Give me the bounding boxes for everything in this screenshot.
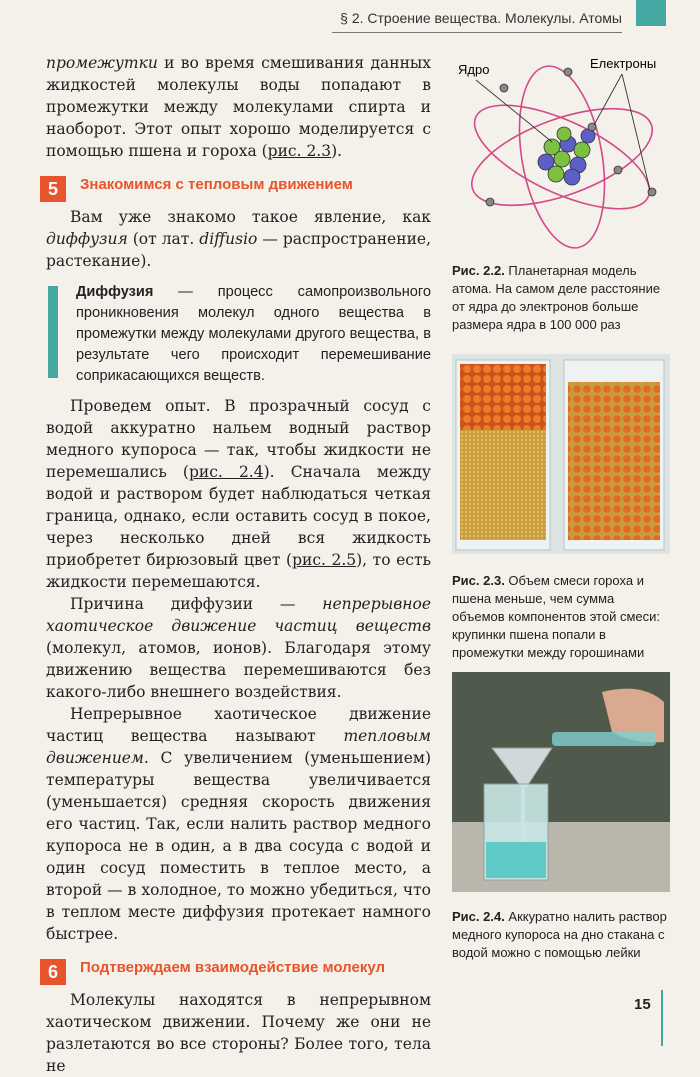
sec5-p4-text: Непрерывное хаотическое движение частиц вещества называют [46, 705, 431, 745]
ref-fig-2-5[interactable]: рис. 2.5 [292, 551, 357, 569]
caption-fig-2-2-num: Рис. 2.2. [452, 263, 505, 278]
sec6-paragraph-1: Молекулы находятся в непрерывном хаотическом движении. Почему же они не разлетаются во все стороны? Более того, тела не [46, 991, 431, 1075]
header-rule [332, 32, 622, 33]
sec5-p1-term: диффузия [46, 230, 128, 248]
sec5-p4-italic: тепловым движением [46, 727, 431, 767]
ref-fig-2-4[interactable]: рис. 2.4 [188, 463, 264, 481]
sec5-p4-text-2: . С увеличением (уменьшением) температуры вещества увеличивается (уменьшается) средняя скорость движения его частиц. Так, если налить раствор медного купороса не в один, а в два сосуда с водой и один сосуд поместить в теплое место, а второй — в холодное, то можно убедиться, что в теплом месте диффузия протекает намного быстрее. [46, 749, 431, 943]
sec5-paragraph-1 [46, 206, 431, 272]
label-electrons: Електроны [590, 56, 657, 71]
sec5-paragraph-3 [46, 593, 431, 703]
intro-paragraph [46, 52, 431, 162]
section-5-heading [40, 176, 431, 202]
sec5-p2-text-2: ). Сначала между водой и раствором будет наблюдаться четкая граница, однако, если оставить сосуд в покое, через несколько дней вся жидкость приобретет бирюзовый цвет ( [46, 463, 431, 569]
caption-fig-2-4-text: Аккуратно налить раствор медного купороса на дно стакана с водой можно с помощью лейки [452, 909, 667, 960]
figure-2-2 [452, 52, 670, 252]
sec5-p3-text-2: (молекул, атомов, ионов). Благодаря этому движению вещества перемешиваются без какого-либо внешнего воздействия. [46, 639, 431, 701]
figure-2-4 [452, 672, 670, 892]
sec5-p2-text-3: ), то есть жидкости перемешаются. [46, 551, 431, 591]
sec5-p1-text-3: — распространение, растекание). [46, 230, 431, 270]
section-6-heading [40, 959, 431, 985]
header-tab [636, 0, 666, 26]
section-6-title: Подтверждаем взаимодействие молекул [80, 959, 386, 976]
caption-fig-2-3 [452, 572, 670, 662]
caption-fig-2-2 [452, 262, 670, 334]
sec5-p1-text: Вам уже знакомо такое явление, как [70, 208, 431, 226]
intro-text-end: ). [331, 142, 343, 160]
ref-fig-2-3[interactable]: рис. 2.3 [267, 142, 332, 160]
funnel-photo [452, 672, 670, 892]
caption-fig-2-2-text: Планетарная модель атома. На самом деле расстояние от ядра до электронов больше размера ядра в 100 000 раз [452, 263, 661, 332]
definition-bar [48, 286, 58, 378]
sec5-paragraph-2 [46, 395, 431, 593]
section-5-number: 5 [40, 176, 66, 202]
section-5-title: Знакомимся с тепловым движением [80, 176, 353, 193]
figure-2-3 [452, 354, 670, 554]
intro-italic: промежутки [46, 54, 158, 72]
sec5-p2-text: Проведем опыт. В прозрачный сосуд с водой аккуратно нальем водный раствор медного купороса — так, чтобы жидкости не перемешались ( [46, 397, 431, 481]
intro-text: и во время смешивания данных жидкостей молекулы воды попадают в промежутки между молекулами спирта и наоборот. Этот опыт хорошо моделируется с помощью пшена и гороха ( [46, 54, 431, 160]
sec5-paragraph-4 [46, 703, 431, 945]
running-header [0, 0, 700, 32]
chapter-title: § 2. Строение вещества. Молекулы. Атомы [340, 10, 622, 26]
caption-fig-2-4-num: Рис. 2.4. [452, 909, 505, 924]
sec5-p1-text-2: (от лат. [127, 230, 200, 248]
margin-rule [661, 990, 663, 1046]
caption-fig-2-3-text: Объем смеси гороха и пшена меньше, чем сумма объемов компонентов этой смеси: крупинки пшена попали в промежутки между горошинами [452, 573, 660, 660]
main-text [46, 52, 431, 1077]
label-nucleus: Ядро [458, 62, 490, 77]
definition-text: — процесс самопроизвольного проникновения молекул одного вещества в промежутки между молекулами другого вещества, в результате чего происходит перемешивание соприкасающихся веществ. [76, 284, 431, 384]
caption-fig-2-3-num: Рис. 2.3. [452, 573, 505, 588]
definition-term: Диффузия [76, 284, 154, 300]
section-6-number: 6 [40, 959, 66, 985]
atom-illustration [452, 52, 670, 252]
caption-fig-2-4 [452, 908, 670, 962]
definition-box [46, 282, 431, 387]
page-number: 15 [634, 996, 651, 1013]
glasses-photo [452, 354, 670, 554]
sec5-p3-text: Причина диффузии — [70, 595, 323, 613]
sec5-p1-latin: diffusio [199, 230, 258, 248]
sec5-p3-italic: непрерывное хаотическое движение частиц веществ [46, 595, 431, 635]
